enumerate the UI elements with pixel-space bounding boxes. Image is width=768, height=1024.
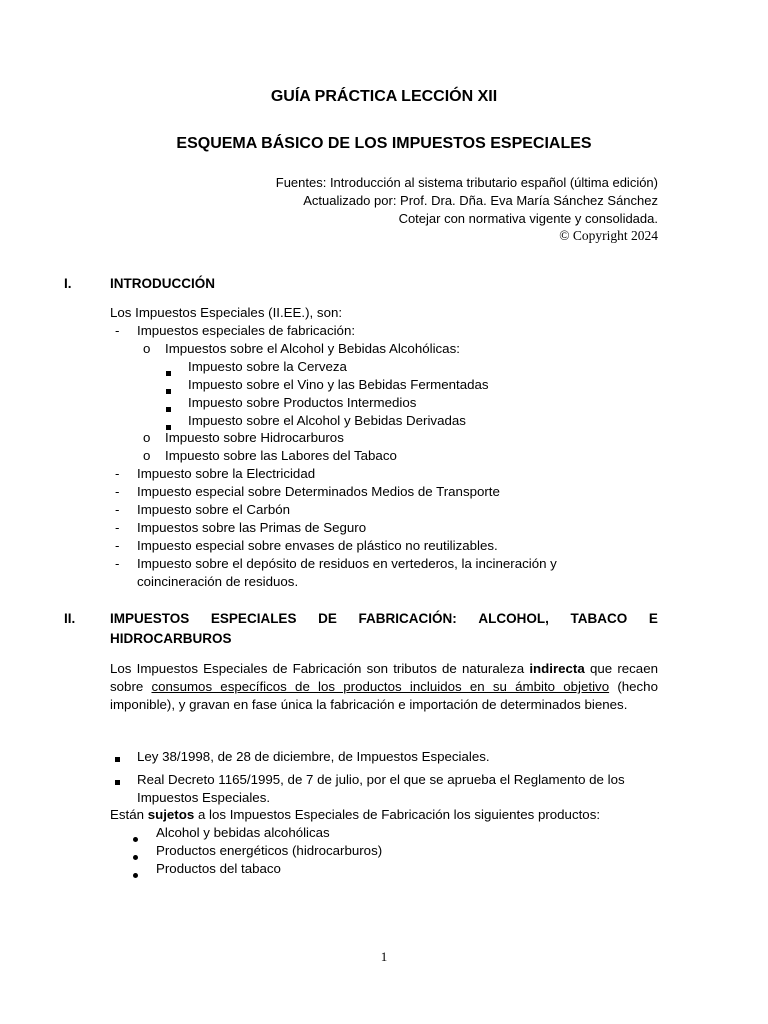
section-2-title-word: ALCOHOL, — [478, 611, 549, 626]
law-item-continuation: Impuestos Especiales. — [137, 790, 271, 805]
tax-list-item: Impuesto sobre Hidrocarburos — [165, 430, 344, 446]
law-bullet — [115, 773, 120, 788]
dash-bullet-icon: - — [115, 555, 120, 571]
section-2-number: II. — [64, 611, 76, 626]
tax-list-item: Impuesto sobre la Cerveza — [188, 358, 347, 374]
tax-list-item: Impuesto sobre el Carbón — [137, 502, 290, 517]
page-number: 1 — [380, 949, 388, 964]
section-2-title-word: FABRICACIÓN: — [358, 611, 457, 626]
sentence-bold-term: sujetos — [147, 807, 195, 822]
section-2-title-word: E — [648, 611, 658, 626]
square-bullet-shape — [166, 389, 171, 394]
square-bullet-icon — [166, 364, 171, 379]
tax-list-item: Impuestos sobre las Primas de Seguro — [137, 519, 367, 535]
sources-line: Fuentes: Introducción al sistema tributario español (última edición) — [275, 175, 658, 190]
tax-list-item: Impuestos sobre el Alcohol y Bebidas Alcohólicas: — [165, 340, 460, 356]
tax-list-item: Impuesto sobre el Vino y las Bebidas Fermentadas — [188, 376, 489, 392]
circle-bullet-icon: o — [143, 448, 151, 464]
dash-bullet-icon: - — [115, 502, 120, 517]
square-bullet-icon — [115, 757, 120, 762]
product-item: Alcohol y bebidas alcohólicas — [156, 825, 330, 840]
square-bullet-shape — [166, 371, 171, 376]
circle-bullet-icon: o — [143, 430, 151, 446]
product-item: Productos energéticos (hidrocarburos) — [156, 843, 383, 858]
product-bullet — [133, 866, 138, 881]
section-2-title-word: TABACO — [570, 611, 628, 626]
round-bullet-icon — [133, 873, 138, 878]
tax-list-item: Impuestos especiales de fabricación: — [137, 323, 356, 338]
check-normative-line: Cotejar con normativa vigente y consolidada. — [398, 211, 658, 226]
circle-bullet-icon: o — [143, 340, 151, 356]
updated-by-line: Actualizado por: Prof. Dra. Dña. Eva María Sánchez Sánchez — [303, 193, 658, 208]
sentence-text: a los Impuestos Especiales de Fabricación los siguientes productos: — [194, 807, 601, 822]
section-1-intro: Los Impuestos Especiales (II.EE.), son: — [110, 305, 343, 320]
square-bullet-shape — [166, 407, 171, 412]
dash-bullet-icon: - — [115, 466, 120, 482]
document-subtitle: ESQUEMA BÁSICO DE LOS IMPUESTOS ESPECIALES — [176, 135, 592, 152]
subjects-sentence — [110, 807, 600, 822]
law-bullet — [115, 750, 120, 765]
sentence-text: Están — [110, 807, 148, 822]
paragraph-bold-term: indirecta — [529, 661, 585, 676]
section-2-title-line-2: HIDROCARBUROS — [110, 631, 232, 646]
tax-list-item: Impuesto especial sobre Determinados Medios de Transporte — [137, 484, 500, 500]
section-1-title: INTRODUCCIÓN — [110, 276, 215, 291]
paragraph-underlined-text: consumos específicos de los productos incluidos en su ámbito objetivo — [151, 679, 610, 694]
law-item: Real Decreto 1165/1995, de 7 de julio, por el que se aprueba el Reglamento de los — [137, 772, 625, 787]
section-2-paragraph — [110, 660, 658, 714]
square-bullet-icon — [115, 780, 120, 785]
round-bullet-icon — [133, 855, 138, 860]
paragraph-text: que recaen sobre — [110, 661, 658, 694]
tax-list-item: Impuesto sobre la Electricidad — [137, 466, 316, 482]
copyright-line: © Copyright 2024 — [559, 228, 658, 243]
tax-list-item: Impuesto sobre las Labores del Tabaco — [165, 448, 397, 464]
round-bullet-icon — [133, 837, 138, 842]
section-1-number: I. — [64, 276, 72, 291]
tax-list-item: Impuesto sobre el depósito de residuos en vertederos, la incineración y — [137, 555, 557, 571]
square-bullet-shape — [166, 425, 171, 430]
dash-bullet-icon: - — [115, 519, 120, 535]
section-2-title-word: DE — [318, 611, 337, 626]
product-item: Productos del tabaco — [156, 861, 281, 876]
paragraph-text: (hecho imponible), y gravan en fase única la fabricación e importación de determinados bienes. — [110, 679, 658, 712]
square-bullet-icon — [166, 382, 171, 397]
tax-list-item-continuation: coincineración de residuos. — [137, 573, 299, 589]
square-bullet-icon — [166, 400, 171, 415]
tax-list-item: Impuesto especial sobre envases de plástico no reutilizables. — [137, 537, 498, 553]
section-2-title-word: ESPECIALES — [210, 611, 297, 626]
product-bullet — [133, 848, 138, 863]
paragraph-text: Los Impuestos Especiales de Fabricación son tributos de naturaleza — [110, 661, 530, 676]
document-title: GUÍA PRÁCTICA LECCIÓN XII — [270, 88, 498, 105]
dash-bullet-icon: - — [115, 537, 120, 553]
section-2-title-line-1 — [110, 611, 658, 626]
tax-list-item: Impuesto sobre el Alcohol y Bebidas Derivadas — [188, 412, 466, 428]
dash-bullet-icon: - — [115, 484, 120, 500]
product-bullet — [133, 830, 138, 845]
law-item: Ley 38/1998, de 28 de diciembre, de Impuestos Especiales. — [137, 749, 490, 764]
dash-bullet-icon: - — [115, 323, 120, 338]
section-2-title-word: IMPUESTOS — [110, 611, 190, 626]
tax-list-item: Impuesto sobre Productos Intermedios — [188, 394, 417, 410]
